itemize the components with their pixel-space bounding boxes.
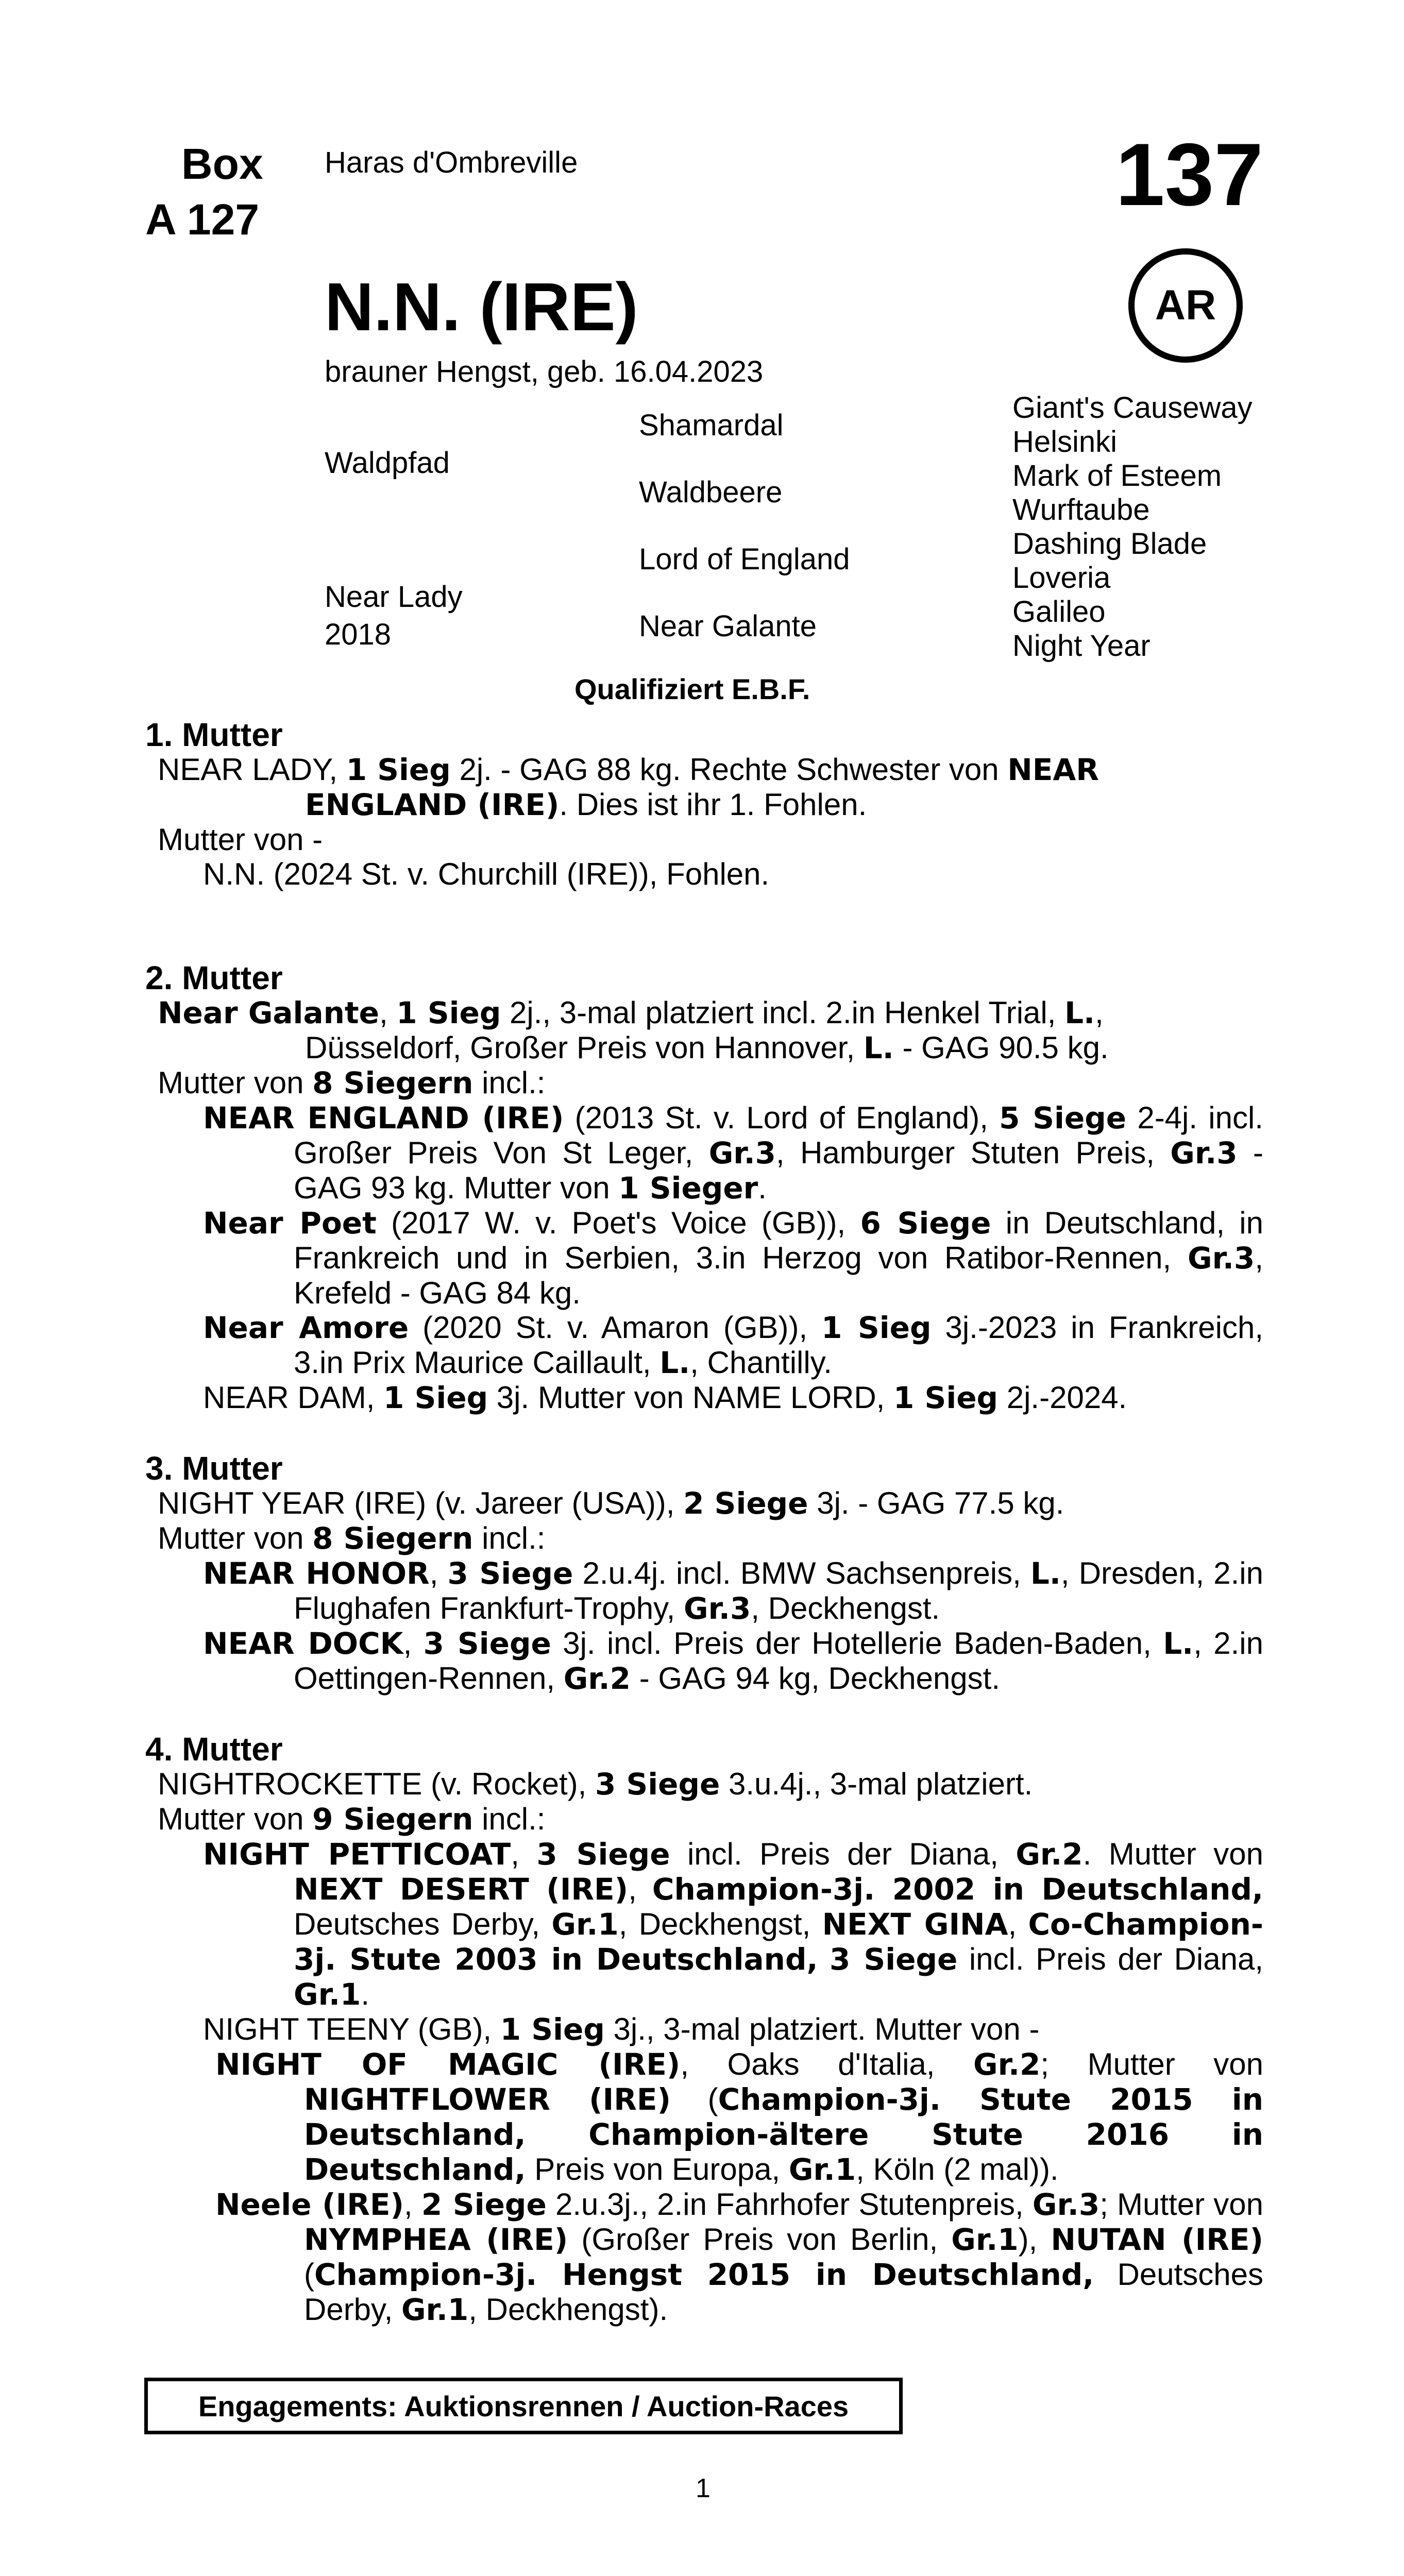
section-title-2: 2. Mutter (145, 959, 283, 996)
pedigree-great-grandparent: Galileo (1012, 595, 1106, 629)
pedigree-great-grandparent: Helsinki (1012, 425, 1118, 459)
grand-progeny-entry: NIGHT OF MAGIC (IRE), Oaks d'Italia, Gr.2; Mutter von NIGHTFLOWER (IRE) (Champion-3j. Stute 2015 in Deutschland, Champion-ältere Stute 2016 in Deutschland, Preis von Europa, Gr.1, Köln (2 mal)). (215, 2047, 1263, 2187)
engagements-text: Engagements: Auktionsrennen / Auction-Races (198, 2389, 849, 2422)
mutter-von-siegern: Mutter von 8 Siegern incl.: (158, 1521, 546, 1556)
pedigree-great-grandparent: Dashing Blade (1012, 527, 1207, 561)
pedigree-great-grandparent: Wurftaube (1012, 493, 1150, 527)
third-dam-entry: NIGHT YEAR (IRE) (v. Jareer (USA)), 2 Siege 3j. - GAG 77.5 kg. (158, 1486, 1064, 1521)
catalog-text (145, 718, 1263, 2327)
progeny-entry: NEAR HONOR, 3 Siege 2.u.4j. incl. BMW Sachsenpreis, L., Dresden, 2.in Flughafen Frankfurt-Trophy, Gr.3, Deckhengst. (203, 1556, 1263, 1626)
pedigree-dam: Near Lady (325, 580, 463, 614)
pedigree-sire: Waldpfad (325, 446, 450, 480)
horse-name: N.N. (IRE) (325, 269, 638, 345)
progeny-entry: Near Poet (2017 W. v. Poet's Voice (GB)), 6 Siege in Deutschland, in Frankreich und in Serbien, 3.in Herzog von Ratibor-Rennen, Gr.3, Krefeld - GAG 84 kg. (203, 1206, 1263, 1310)
lot-number: 137 (1115, 125, 1263, 224)
progeny-entry: NIGHT TEENY (GB), 1 Sieg 3j., 3-mal platziert. Mutter von - (203, 2012, 1040, 2047)
box-label: Box (181, 140, 263, 188)
pedigree-great-grandparent: Giant's Causeway (1012, 391, 1253, 425)
fourth-dam-entry: NIGHTROCKETTE (v. Rocket), 3 Siege 3.u.4j., 3-mal platziert. (158, 1767, 1033, 1802)
owner-name: Haras d'Ombreville (325, 146, 578, 179)
mutter-von-siegern: Mutter von 8 Siegern incl.: (158, 1065, 546, 1100)
engagements-box (144, 2378, 903, 2434)
progeny-entry: NEAR DAM, 1 Sieg 3j. Mutter von NAME LORD, 1 Sieg 2j.-2024. (203, 1380, 1127, 1415)
progeny-entry: NIGHT PETTICOAT, 3 Siege incl. Preis der Diana, Gr.2. Mutter von NEXT DESERT (IRE), Champion-3j. 2002 in Deutschland, Deutsches Derby, Gr.1, Deckhengst, NEXT GINA, Co-Champion-3j. Stute 2003 in Deutschland, 3 Siege incl. Preis der Diana, Gr.1. (203, 1837, 1264, 2012)
page-number: 1 (696, 2473, 711, 2503)
progeny-entry: NEAR DOCK, 3 Siege 3j. incl. Preis der Hotellerie Baden-Baden, L., 2.in Oettingen-Rennen, Gr.2 - GAG 94 kg, Deckhengst. (203, 1626, 1263, 1696)
progeny-entry: Near Amore (2020 St. v. Amaron (GB)), 1 Sieg 3j.-2023 in Frankreich, 3.in Prix Maurice Caillault, L., Chantilly. (203, 1310, 1263, 1380)
foal-entry: N.N. (2024 St. v. Churchill (IRE)), Fohlen. (203, 857, 770, 891)
section-title-4: 4. Mutter (145, 1731, 283, 1768)
qualification: Qualifiziert E.B.F. (574, 673, 810, 705)
ar-badge (1128, 248, 1243, 363)
mutter-von: Mutter von - (158, 822, 323, 857)
pedigree-great-grandparent: Mark of Esteem (1012, 459, 1222, 493)
pedigree-great-grandparent: Night Year (1012, 629, 1151, 663)
pedigree-great-grandparent: Loveria (1012, 561, 1111, 595)
section-title-3: 3. Mutter (145, 1450, 283, 1487)
pedigree-grandparent: Waldbeere (639, 476, 783, 509)
horse-description: brauner Hengst, geb. 16.04.2023 (325, 355, 764, 388)
pedigree-grandparent: Shamardal (639, 409, 784, 442)
grand-progeny-entry: Neele (IRE), 2 Siege 2.u.3j., 2.in Fahrhofer Stutenpreis, Gr.3; Mutter von NYMPHEA (IRE) (Großer Preis von Berlin, Gr.1), NUTAN (IRE) (Champion-3j. Hengst 2015 in Deutschland, Deutsches Derby, Gr.1, Deckhengst). (215, 2187, 1263, 2327)
dam-entry: NEAR LADY, 1 Sieg 2j. - GAG 88 kg. Rechte Schwester von NEAR ENGLAND (IRE). Dies ist ihr 1. Fohlen. (158, 752, 1099, 822)
box-number: A 127 (145, 195, 260, 244)
progeny-entry: NEAR ENGLAND (IRE) (2013 St. v. Lord of England), 5 Siege 2-4j. incl. Großer Preis Von St Leger, Gr.3, Hamburger Stuten Preis, Gr.3 - GAG 93 kg. Mutter von 1 Sieger. (203, 1100, 1263, 1206)
section-title-1: 1. Mutter (145, 716, 283, 753)
pedigree-dam-year: 2018 (325, 618, 392, 651)
mutter-von-siegern: Mutter von 9 Siegern incl.: (158, 1802, 546, 1837)
second-dam-entry: Near Galante, 1 Sieg 2j., 3-mal platziert incl. 2.in Henkel Trial, L., Düsseldorf, Großer Preis von Hannover, L. - GAG 90.5 kg. (158, 995, 1109, 1065)
ar-badge-text: AR (1155, 282, 1216, 329)
pedigree-grandparent: Near Galante (639, 609, 817, 643)
pedigree-grandparent: Lord of England (639, 543, 850, 576)
